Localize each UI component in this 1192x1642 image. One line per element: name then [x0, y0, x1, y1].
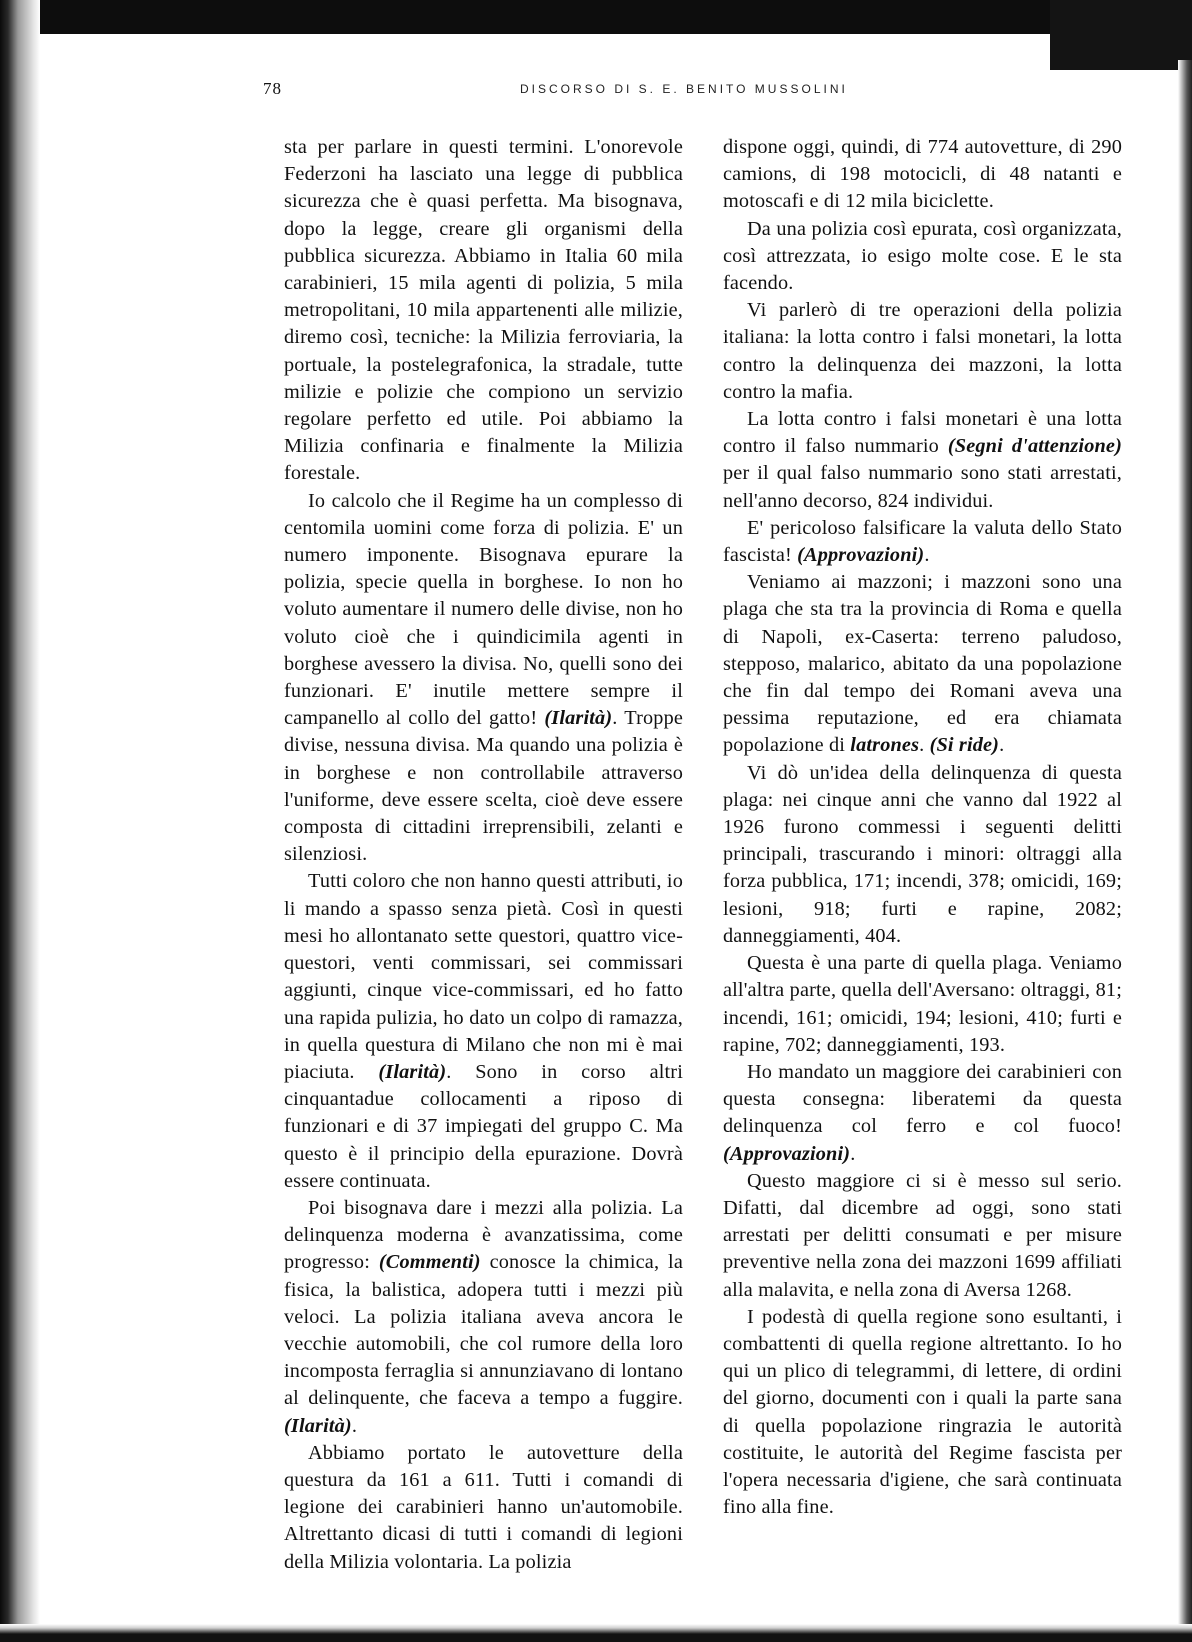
paragraph	[723, 216, 1122, 298]
text-run: E' pericoloso falsificare la valuta dello Stato fascista!	[723, 516, 1122, 567]
paragraph	[284, 134, 683, 488]
scan-border-top	[0, 0, 1050, 34]
text-run: . Sono in corso altri cinquantadue collocamenti a riposo di funzionari e di 37 impiegati del gruppo C. Ma questo è il principio della epurazione. Dovrà essere continuata.	[284, 1060, 683, 1192]
text-run: Da una polizia così epurata, così organizzata, così attrezzata, io esigo molte cose. E le sta facendo.	[723, 217, 1122, 295]
running-head: DISCORSO DI S. E. BENITO MUSSOLINI	[520, 82, 848, 96]
italic-remark: (Ilarità)	[378, 1060, 447, 1083]
text-column-left	[284, 134, 683, 1576]
page-number: 78	[263, 79, 282, 98]
page-header	[0, 79, 1192, 99]
paragraph	[284, 1440, 683, 1576]
italic-remark: (Approvazioni)	[797, 544, 925, 567]
text-run: .	[924, 544, 930, 567]
scan-border-top-right	[1050, 0, 1192, 70]
text-run: Ho mandato un maggiore dei carabinieri con questa consegna: liberatemi da questa delinquenza col ferro e col fuoco!	[723, 1060, 1122, 1138]
text-run: sta per parlare in questi termini. L'onorevole Federzoni ha lasciato una legge di pubblica sicurezza che è quasi perfetta. Ma bisognava, dopo la legge, creare gli organismi della pubblica sicurezza. Abbiamo in Italia 60 mila carabinieri, 15 mila agenti di polizia, 5 mila metropolitani, 10 mila appartenenti alle milizie, diremo così, tecniche: la Milizia ferroviaria, la portuale, la postelegrafonica, la stradale, tutte milizie e polizie che compiono un servizio regolare perfetto ed utile. Poi abbiamo la Milizia confinaria e finalmente la Milizia forestale.	[284, 136, 683, 485]
paragraph	[723, 1304, 1122, 1522]
text-run: . Troppe divise, nessuna divisa. Ma quando una polizia è in borghese e non controllabile attraverso l'uniforme, deve essere scelta, cioè deve essere composta di cittadini irreprensibili, zelanti e silenziosi.	[284, 707, 684, 866]
text-run: Io calcolo che il Regime ha un complesso di centomila uomini come forza di polizia. E' un numero imponente. Bisognava epurare la polizia, specie quella in borghese. Io non ho voluto aumentare il numero delle divise, non ho voluto cioè che i quindicimila agenti in borghese avessero la divisa. No, quelli sono dei funzionari. E' inutile mettere sempre il campanello al collo del gatto!	[284, 489, 683, 730]
text-run: I podestà di quella regione sono esultanti, i combattenti di quella regione altrettanto. Io ho qui un plico di telegrammi, di lettere, di ordini del giorno, documenti con i quali la parte sana di quella popolazione ringrazia le autorità costituite, le autorità del Regime fascista per l'opera necessaria d'igiene, che sarà continuata fino alla fine.	[723, 1305, 1122, 1519]
italic-remark: (Approvazioni)	[723, 1142, 851, 1165]
text-run: Poi bisognava dare i mezzi alla polizia. La delinquenza moderna è avanzatissima, come progresso:	[284, 1196, 683, 1274]
paragraph	[284, 1195, 683, 1440]
text-run: Tutti coloro che non hanno questi attributi, io li mando a spasso senza pietà. Così in questi mesi ho allontanato sette questori, quattro vice-questori, venti commissari, sei commissari aggiunti, cinque vice-commissari, ed ho fatto una rapida pulizia, ho dato un colpo di ramazza, in quella questura di Milano che non mi è mai piaciuta.	[284, 870, 683, 1083]
text-run: Abbiamo portato le autovetture della questura da 161 a 611. Tutti i comandi di legione dei carabinieri hanno un'automobile. Altrettanto dicasi di tutti i comandi di legioni della Milizia volontaria. La polizia	[284, 1441, 683, 1573]
paragraph	[723, 1059, 1122, 1168]
paragraph	[284, 868, 683, 1194]
paragraph	[723, 760, 1122, 950]
text-run: conosce la chimica, la fisica, la balistica, adopera tutti i mezzi più veloci. La polizia italiana aveva ancora le vecchie automobili, che col rumore della loro incomposta ferraglia si annunziavano di lontano al delinquente, che faceva a tempo a fuggire.	[284, 1251, 683, 1410]
text-run: La lotta contro i falsi monetari è una lotta contro il falso nummario	[723, 408, 1122, 458]
text-run: Vi dò un'idea della delinquenza di questa plaga: nei cinque anni che vanno dal 1922 al 1926 furono commessi i seguenti delitti principali, trascurando i minori: oltraggi alla forza pubblica, 171; incendi, 378; omicidi, 169; lesioni, 918; furti e rapine, 2082; danneggiamenti, 404.	[723, 761, 1122, 947]
paragraph	[723, 134, 1122, 216]
scan-border-bottom	[0, 1624, 1192, 1642]
paragraph	[723, 950, 1122, 1059]
italic-remark: (Ilarità)	[284, 1414, 352, 1437]
text-run: .	[850, 1142, 856, 1165]
text-column-right	[723, 134, 1122, 1521]
text-run: .	[999, 734, 1005, 757]
text-run: per il qual falso nummario sono stati arrestati, nell'anno decorso, 824 individui.	[723, 462, 1122, 512]
paragraph	[723, 569, 1122, 759]
text-run: Questo maggiore ci si è messo sul serio. Difatti, dal dicembre ad oggi, sono stati arrestati per delitti consumati e per misure preventive nella zona dei mazzoni 1699 affiliati alla malavita, e nella zona di Aversa 1268.	[723, 1169, 1122, 1301]
scan-border-left	[0, 0, 40, 1642]
paragraph	[723, 406, 1122, 515]
text-run: dispone oggi, quindi, di 774 autovetture, di 290 camions, di 198 motocicli, di 48 natanti e motoscafi e di 12 mila biciclette.	[723, 136, 1122, 213]
italic-remark: (Si ride)	[929, 734, 1000, 757]
paragraph	[284, 488, 683, 869]
text-run: Vi parlerò di tre operazioni della polizia italiana: la lotta contro i falsi monetari, la lotta contro la delinquenza dei mazzoni, la lotta contro la mafia.	[723, 299, 1122, 403]
italic-remark: (Commenti)	[378, 1251, 481, 1274]
italic-remark: latrones	[850, 734, 920, 757]
paragraph	[723, 515, 1122, 569]
text-run: .	[919, 734, 930, 757]
text-run: .	[351, 1414, 358, 1437]
scan-border-right	[1178, 60, 1192, 1642]
text-run: Questa è una parte di quella plaga. Veniamo all'altra parte, quella dell'Aversano: oltraggi, 81; incendi, 161; omicidi, 194; lesioni, 410; furti e rapine, 702; danneggiamenti, 193.	[723, 952, 1122, 1056]
text-run: Veniamo ai mazzoni; i mazzoni sono una plaga che sta tra la provincia di Roma e quella di Napoli, ex-Caserta: terreno paludoso, stepposo, malarico, abitato da una popolazione che fin dal tempo dei Romani aveva una pessima reputazione, ed era chiamata popolazione di	[723, 571, 1122, 757]
paragraph	[723, 297, 1122, 406]
italic-remark: (Ilarità)	[544, 707, 613, 730]
paragraph	[723, 1168, 1122, 1304]
italic-remark: (Segni d'attenzione)	[947, 435, 1122, 458]
